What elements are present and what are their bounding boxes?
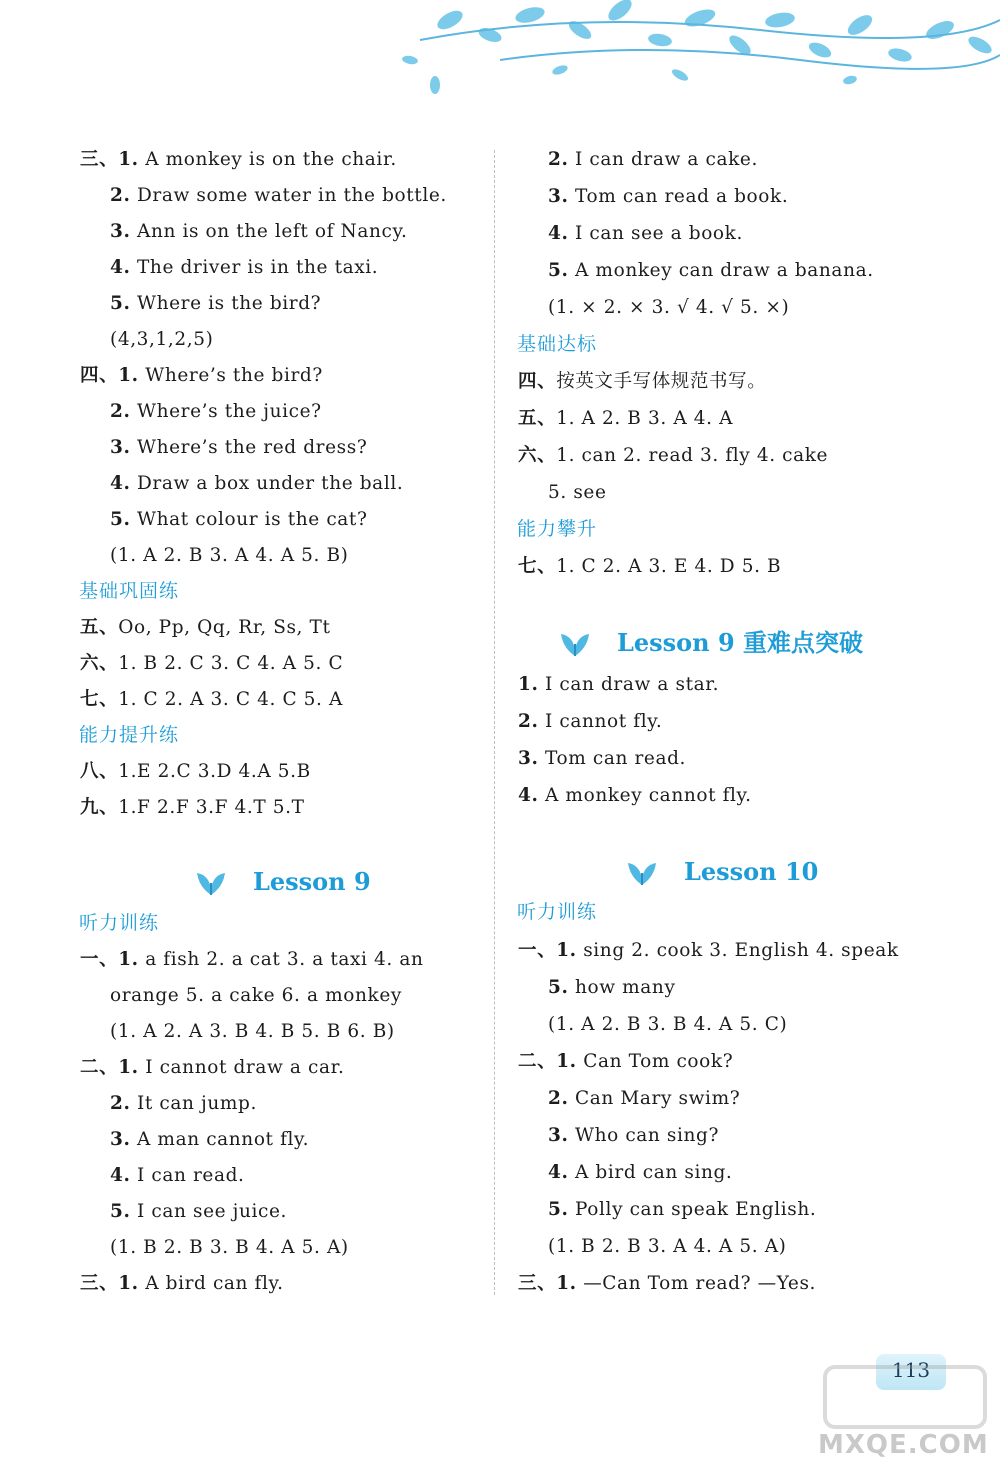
lesson-title: Lesson 9 重难点突破	[617, 628, 864, 657]
right-answer-line	[548, 222, 743, 246]
lesson-title: Lesson 9	[253, 867, 371, 896]
answer-text: 1. can 2. read 3. fly 4. cake	[556, 445, 829, 466]
right-answer-line	[548, 1124, 719, 1148]
right-answer-line	[548, 1161, 732, 1185]
right-answer-line	[518, 673, 719, 697]
leaf-decoration	[380, 0, 1000, 110]
answer-text: The driver is in the taxi.	[130, 257, 379, 278]
section-heading: 能力提升练	[79, 724, 180, 746]
section-heading: 能力攀升	[517, 518, 598, 540]
answer-text: I cannot draw a car.	[138, 1057, 345, 1078]
item-number: 4.	[518, 785, 539, 806]
question-section-marker: 七、	[80, 689, 119, 710]
answer-text: 1. A 2. B 3. A 4. A	[556, 408, 734, 429]
item-number: 3.	[518, 748, 539, 769]
question-section-marker: 三、	[518, 1273, 557, 1294]
item-number: 2.	[110, 401, 131, 422]
answer-text: I can read.	[130, 1165, 245, 1186]
answer-text: how many	[568, 977, 676, 998]
answer-text: 1. C 2. A 3. E 4. D 5. B	[556, 556, 782, 577]
answer-text: Draw some water in the bottle.	[130, 185, 447, 206]
left-answer-line	[110, 292, 321, 316]
left-answer-line	[80, 760, 311, 784]
question-section-marker: 三、	[80, 149, 119, 170]
right-answer-line	[518, 1050, 733, 1074]
answer-text: 1.F 2.F 3.F 4.T 5.T	[118, 797, 305, 818]
answer-text: 1. B 2. C 3. C 4. A 5. C	[118, 653, 344, 674]
answer-text: (1. A 2. A 3. B 4. B 5. B 6. B)	[110, 1021, 395, 1042]
right-answer-line	[518, 555, 781, 579]
question-section-marker: 七、	[518, 556, 557, 577]
item-number: 2.	[110, 1093, 131, 1114]
item-number: 5.	[110, 1201, 131, 1222]
left-answer-line	[80, 1056, 345, 1080]
answer-text: A monkey cannot fly.	[538, 785, 752, 806]
item-number: 5.	[110, 293, 131, 314]
question-section-marker: 九、	[80, 797, 119, 818]
item-number: 4.	[548, 1162, 569, 1183]
right-answer-line	[518, 444, 828, 468]
question-section-marker: 五、	[80, 617, 119, 638]
right-answer-line	[548, 1013, 787, 1037]
left-answer-line	[110, 1236, 349, 1260]
item-number: 3.	[110, 437, 131, 458]
answer-text: I can draw a cake.	[568, 149, 758, 170]
item-number: 3.	[548, 1125, 569, 1146]
question-section-marker: 四、	[80, 365, 119, 386]
answer-text: I can see juice.	[130, 1201, 287, 1222]
answer-text: (1. B 2. B 3. A 4. A 5. A)	[548, 1236, 787, 1257]
answer-text: What colour is the cat?	[130, 509, 368, 530]
answer-text: (1. × 2. × 3. √ 4. √ 5. ×)	[548, 297, 790, 318]
answer-text: Who can sing?	[568, 1125, 720, 1146]
right-answer-line	[518, 710, 662, 734]
left-answer-line	[80, 1272, 284, 1296]
right-answer-line	[518, 1272, 816, 1296]
left-answer-line	[110, 400, 322, 424]
answer-text: A monkey is on the chair.	[138, 149, 397, 170]
item-number: 4.	[110, 1165, 131, 1186]
right-answer-line	[548, 148, 758, 172]
answer-text: It can jump.	[130, 1093, 257, 1114]
left-answer-line	[80, 652, 343, 676]
question-section-marker: 二、	[518, 1051, 557, 1072]
section-heading: 听力训练	[79, 912, 160, 934]
right-answer-line	[518, 939, 899, 963]
answer-text: (4,3,1,2,5)	[110, 329, 214, 350]
answer-text: I can draw a star.	[538, 674, 720, 695]
answer-text: Where’s the juice?	[130, 401, 322, 422]
answer-text: I can see a book.	[568, 223, 743, 244]
right-answer-line	[548, 481, 607, 505]
question-section-marker: 五、	[518, 408, 557, 429]
lesson-title: Lesson 10	[684, 857, 819, 886]
left-answer-line	[110, 436, 367, 460]
item-number: 1.	[118, 1057, 139, 1078]
answer-text: 1. C 2. A 3. C 4. C 5. A	[118, 689, 343, 710]
answer-text: A man cannot fly.	[130, 1129, 310, 1150]
item-number: 4.	[110, 473, 131, 494]
left-answer-line	[110, 328, 213, 352]
question-section-marker: 三、	[80, 1273, 119, 1294]
item-number: 5.	[548, 260, 569, 281]
answer-text: orange 5. a cake 6. a monkey	[110, 985, 402, 1006]
answer-text: —Can Tom read? —Yes.	[576, 1273, 817, 1294]
answer-text: Where is the bird?	[130, 293, 322, 314]
answer-text: 1.E 2.C 3.D 4.A 5.B	[118, 761, 311, 782]
answer-text: Can Tom cook?	[576, 1051, 734, 1072]
right-answer-line	[548, 259, 874, 283]
question-section-marker: 一、	[518, 940, 557, 961]
item-number: 3.	[110, 221, 131, 242]
leaf-icon	[626, 859, 658, 887]
item-number: 1.	[118, 949, 139, 970]
leaf-icon	[559, 630, 591, 658]
item-number: 2.	[548, 149, 569, 170]
left-answer-line	[110, 1200, 287, 1224]
left-answer-line	[110, 984, 402, 1008]
answer-text: Where’s the bird?	[138, 365, 323, 386]
watermark-text: MXQE.COM	[818, 1430, 989, 1460]
answer-text: Tom can read.	[538, 748, 686, 769]
item-number: 1.	[118, 365, 139, 386]
answer-text: (1. B 2. B 3. B 4. A 5. A)	[110, 1237, 349, 1258]
left-answer-line	[80, 364, 323, 388]
answer-text: Ann is on the left of Nancy.	[130, 221, 408, 242]
left-answer-line	[110, 1164, 245, 1188]
column-divider	[494, 150, 495, 1295]
right-answer-line	[548, 976, 676, 1000]
left-answer-line	[110, 472, 403, 496]
question-section-marker: 六、	[518, 445, 557, 466]
left-answer-line	[80, 616, 331, 640]
left-answer-line	[110, 1020, 395, 1044]
item-number: 2.	[110, 185, 131, 206]
page-number: 113	[891, 1358, 931, 1382]
right-answer-line	[518, 784, 752, 808]
answer-text: Where’s the red dress?	[130, 437, 368, 458]
answer-text: A bird can sing.	[568, 1162, 733, 1183]
question-section-marker: 六、	[80, 653, 119, 674]
item-number: 1.	[118, 1273, 139, 1294]
item-number: 5.	[110, 509, 131, 530]
item-number: 1.	[118, 149, 139, 170]
question-section-marker: 一、	[80, 949, 119, 970]
right-answer-line	[518, 370, 766, 394]
item-number: 4.	[110, 257, 131, 278]
right-answer-line	[548, 1235, 787, 1259]
question-section-marker: 四、	[518, 371, 557, 392]
item-number: 2.	[518, 711, 539, 732]
item-number: 2.	[548, 1088, 569, 1109]
item-number: 3.	[548, 186, 569, 207]
item-number: 1.	[518, 674, 539, 695]
item-number: 1.	[556, 1051, 577, 1072]
question-section-marker: 八、	[80, 761, 119, 782]
answer-text: 5. see	[548, 482, 607, 503]
item-number: 1.	[556, 1273, 577, 1294]
right-answer-line	[548, 1198, 816, 1222]
left-answer-line	[110, 544, 349, 568]
answer-text: Oo, Pp, Qq, Rr, Ss, Tt	[118, 617, 331, 638]
leaf-icon	[195, 869, 227, 897]
answer-text: Tom can read a book.	[568, 186, 789, 207]
left-answer-line	[80, 688, 343, 712]
answer-text: a fish 2. a cat 3. a taxi 4. an	[138, 949, 424, 970]
answer-text: A monkey can draw a banana.	[568, 260, 874, 281]
right-answer-line	[548, 296, 789, 320]
section-heading: 听力训练	[517, 901, 598, 923]
right-answer-line	[548, 185, 788, 209]
answer-text: Can Mary swim?	[568, 1088, 741, 1109]
answer-text: 按英文手写体规范书写。	[556, 371, 767, 392]
answer-text: (1. A 2. B 3. A 4. A 5. B)	[110, 545, 349, 566]
section-heading: 基础巩固练	[79, 580, 180, 602]
item-number: 5.	[548, 1199, 569, 1220]
answer-text: Draw a box under the ball.	[130, 473, 404, 494]
answer-text: sing 2. cook 3. English 4. speak	[576, 940, 899, 961]
left-answer-line	[80, 148, 397, 172]
item-number: 5.	[548, 977, 569, 998]
item-number: 1.	[556, 940, 577, 961]
left-answer-line	[110, 1092, 257, 1116]
left-answer-line	[110, 184, 447, 208]
left-answer-line	[110, 256, 378, 280]
answer-text: (1. A 2. B 3. B 4. A 5. C)	[548, 1014, 788, 1035]
answer-text: A bird can fly.	[138, 1273, 284, 1294]
left-answer-line	[110, 1128, 309, 1152]
item-number: 3.	[110, 1129, 131, 1150]
left-answer-line	[80, 796, 305, 820]
left-answer-line	[110, 220, 408, 244]
right-answer-line	[548, 1087, 740, 1111]
section-heading: 基础达标	[517, 333, 598, 355]
left-answer-line	[110, 508, 367, 532]
left-answer-line	[80, 948, 424, 972]
item-number: 4.	[548, 223, 569, 244]
question-section-marker: 二、	[80, 1057, 119, 1078]
right-answer-line	[518, 747, 686, 771]
answer-text: I cannot fly.	[538, 711, 663, 732]
answer-text: Polly can speak English.	[568, 1199, 817, 1220]
right-answer-line	[518, 407, 733, 431]
